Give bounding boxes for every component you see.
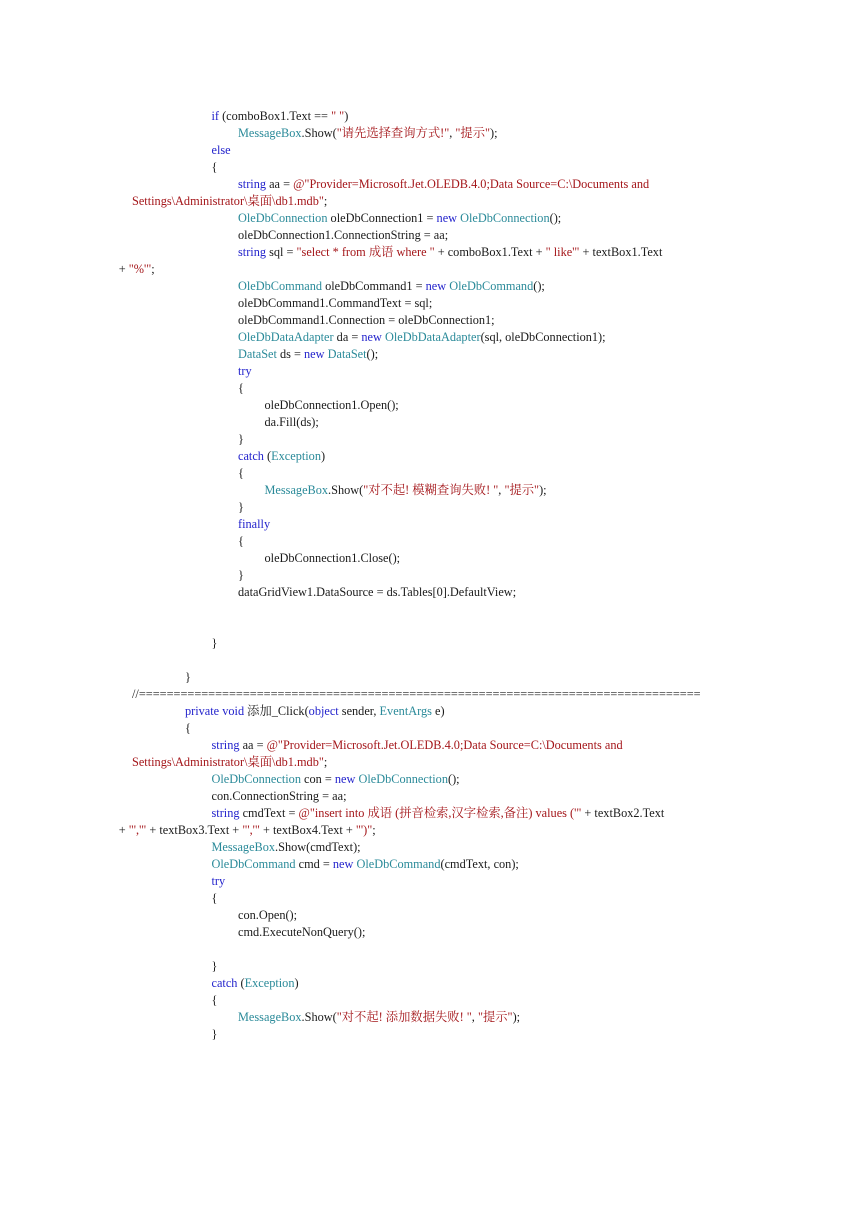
code-string: @"insert into 成语 (拼音检索,汉字检索,备注) values ('" (298, 806, 582, 820)
code-string: "提示" (504, 483, 540, 497)
code-text: { (211, 993, 218, 1007)
code-keyword: string (238, 177, 267, 191)
code-type-name: Exception (244, 976, 295, 990)
code-line (212, 1026, 218, 1043)
code-keyword: string (238, 245, 267, 259)
code-line (238, 516, 270, 533)
code-type-name: EventArgs (379, 704, 432, 718)
code-type-name: OleDbCommand (238, 279, 323, 293)
code-text: oleDbCommand1.Connection = oleDbConnection1; (238, 313, 495, 327)
code-type-name: DataSet (238, 347, 277, 361)
code-type-name: OleDbConnection (211, 772, 301, 786)
code-line (238, 363, 252, 380)
code-line (265, 397, 399, 414)
code-type-name: MessageBox (211, 840, 276, 854)
code-string: "')" (355, 823, 373, 837)
code-text: oleDbConnection1 = (327, 211, 437, 225)
code-line (212, 771, 460, 788)
code-line (238, 210, 561, 227)
code-text: (); (549, 211, 562, 225)
code-type-name: MessageBox (238, 1010, 302, 1024)
code-text: , (498, 483, 505, 497)
code-text: //================================================================================= (132, 687, 701, 701)
code-text: + (118, 823, 129, 837)
code-line (185, 720, 191, 737)
code-text: } (238, 568, 244, 582)
code-line (132, 754, 327, 771)
code-string: " like'" (545, 245, 580, 259)
code-type-name: OleDbConnection (358, 772, 448, 786)
code-string: @"Provider=Microsoft.Jet.OLEDB.4.0;Data Source=C:\Documents and (293, 177, 650, 191)
code-text: { (211, 891, 218, 905)
code-text: ); (490, 126, 498, 140)
code-line (212, 873, 226, 890)
code-string: "select * from 成语 where " (296, 245, 435, 259)
code-keyword: else (211, 143, 231, 157)
code-text: ds = (276, 347, 305, 361)
code-text: oleDbConnection1.Open(); (264, 398, 399, 412)
code-text: cmd = (295, 857, 333, 871)
code-type-name: OleDbDataAdapter (384, 330, 481, 344)
code-string: "对不起! 模糊查询失败! " (363, 483, 499, 497)
code-line (119, 261, 155, 278)
code-line (238, 329, 606, 346)
code-text: (); (447, 772, 460, 786)
code-text: 添加_Click( (244, 704, 309, 718)
code-line (238, 448, 325, 465)
code-line (238, 584, 516, 601)
code-text: oleDbConnection1.ConnectionString = aa; (238, 228, 449, 242)
code-text: + textBox2.Text (581, 806, 665, 820)
code-text: (); (366, 347, 379, 361)
code-text: , (471, 1010, 478, 1024)
code-line (238, 295, 432, 312)
code-string: " " (331, 109, 345, 123)
code-string: Settings\Administrator\桌面\db1.mdb" (132, 755, 324, 769)
code-line (238, 312, 495, 329)
code-line (119, 822, 376, 839)
code-keyword: try (211, 874, 226, 888)
code-type-name: MessageBox (264, 483, 329, 497)
code-string: "%'" (128, 262, 152, 276)
code-text: { (211, 160, 218, 174)
code-text: } (185, 670, 191, 684)
code-text: + textBox3.Text + (146, 823, 243, 837)
code-line (238, 244, 662, 261)
code-text: (); (533, 279, 545, 293)
code-keyword: new (436, 211, 458, 225)
code-keyword: finally (238, 517, 271, 531)
code-keyword: try (238, 364, 252, 378)
code-text: sql = (266, 245, 297, 259)
code-type-name: OleDbConnection (460, 211, 550, 225)
code-text: ) (344, 109, 349, 123)
code-text: ) (320, 449, 326, 463)
code-line (212, 142, 231, 159)
code-text: (sql, oleDbConnection1); (480, 330, 606, 344)
code-text: oleDbCommand1 = (322, 279, 426, 293)
code-string: "提示" (477, 1010, 513, 1024)
code-line (238, 278, 545, 295)
code-line (238, 346, 378, 363)
code-text: sender, (338, 704, 380, 718)
code-line (185, 703, 445, 720)
code-line (238, 431, 244, 448)
code-line (238, 227, 448, 244)
code-text: con.Open(); (238, 908, 298, 922)
code-line (132, 193, 327, 210)
code-type-name: OleDbCommand (449, 279, 534, 293)
code-text: , (449, 126, 456, 140)
code-string: "','" (128, 823, 147, 837)
code-keyword: object (308, 704, 339, 718)
code-text: e) (431, 704, 445, 718)
code-line (238, 499, 244, 516)
code-line (212, 856, 519, 873)
code-keyword: string (211, 806, 240, 820)
code-keyword: new (425, 279, 447, 293)
code-text: ; (151, 262, 155, 276)
code-keyword: new (334, 772, 356, 786)
code-type-name: OleDbDataAdapter (238, 330, 334, 344)
code-line (238, 380, 244, 397)
code-text: .Show( (301, 126, 337, 140)
code-line (212, 890, 218, 907)
code-line (265, 482, 547, 499)
code-text: cmdText = (239, 806, 299, 820)
code-line (238, 907, 297, 924)
code-text: } (238, 500, 244, 514)
code-text: .Show( (328, 483, 364, 497)
code-string: "对不起! 添加数据失败! " (336, 1010, 472, 1024)
code-keyword: catch (238, 449, 264, 463)
code-line (212, 992, 218, 1009)
code-text: + textBox1.Text (579, 245, 663, 259)
code-text: .Show( (301, 1010, 337, 1024)
code-keyword: new (361, 330, 382, 344)
code-type-name: DataSet (327, 347, 367, 361)
code-line (212, 788, 347, 805)
code-text: dataGridView1.DataSource = ds.Tables[0].DefaultView; (238, 585, 517, 599)
code-text: } (211, 959, 218, 973)
code-text: con.ConnectionString = aa; (211, 789, 347, 803)
code-text: ( (263, 449, 272, 463)
code-string: Settings\Administrator\桌面\db1.mdb" (132, 194, 324, 208)
code-text: aa = (266, 177, 294, 191)
code-keyword: private (185, 704, 220, 718)
code-keyword: void (222, 704, 245, 718)
code-string: "','" (242, 823, 260, 837)
code-text: + (118, 262, 129, 276)
code-text: { (185, 721, 191, 735)
code-keyword: string (211, 738, 240, 752)
code-text: (cmdText, con); (440, 857, 519, 871)
code-line (238, 465, 244, 482)
code-text: da = (333, 330, 362, 344)
code-type-name: OleDbCommand (356, 857, 441, 871)
code-line (212, 975, 299, 992)
code-keyword: new (304, 347, 325, 361)
code-line (265, 414, 319, 431)
code-text: { (238, 534, 244, 548)
code-line (212, 635, 218, 652)
code-string: "请先选择查询方式!" (336, 126, 450, 140)
code-text: + textBox4.Text + (259, 823, 356, 837)
code-line (212, 805, 665, 822)
code-keyword: catch (211, 976, 238, 990)
code-type-name: OleDbCommand (211, 857, 296, 871)
code-text: .Show(cmdText); (275, 840, 361, 854)
code-text: } (211, 1027, 218, 1041)
code-text: ); (512, 1010, 521, 1024)
code-line (212, 958, 218, 975)
code-text: oleDbConnection1.Close(); (264, 551, 401, 565)
code-line (212, 839, 361, 856)
code-text: con = (300, 772, 335, 786)
code-text: + comboBox1.Text + (434, 245, 546, 259)
code-text: } (211, 636, 218, 650)
code-text: aa = (239, 738, 267, 752)
code-line (212, 108, 349, 125)
code-type-name: OleDbConnection (238, 211, 328, 225)
code-line (238, 125, 498, 142)
code-text: oleDbCommand1.CommandText = sql; (238, 296, 433, 310)
code-text: { (238, 466, 244, 480)
code-text: ) (294, 976, 299, 990)
code-type-name: MessageBox (238, 126, 302, 140)
code-text: ; (372, 823, 376, 837)
code-text: da.Fill(ds); (264, 415, 319, 429)
code-text: cmd.ExecuteNonQuery(); (238, 925, 366, 939)
code-line (238, 567, 244, 584)
code-line (212, 159, 218, 176)
code-keyword: new (332, 857, 354, 871)
code-line (265, 550, 401, 567)
code-line (212, 737, 623, 754)
code-text: ; (323, 755, 328, 769)
code-text: ); (539, 483, 547, 497)
code-string: @"Provider=Microsoft.Jet.OLEDB.4.0;Data Source=C:\Documents and (266, 738, 623, 752)
code-type-name: Exception (271, 449, 321, 463)
code-line (132, 686, 701, 703)
code-string: "提示" (455, 126, 491, 140)
code-line (238, 176, 649, 193)
code-keyword: if (211, 109, 220, 123)
code-line (238, 533, 244, 550)
code-text: { (238, 381, 244, 395)
code-text: ; (323, 194, 328, 208)
code-line (238, 924, 365, 941)
code-line (185, 669, 191, 686)
code-text: ( (237, 976, 245, 990)
code-text: } (238, 432, 244, 446)
code-text: (comboBox1.Text == (219, 109, 332, 123)
code-line (238, 1009, 520, 1026)
